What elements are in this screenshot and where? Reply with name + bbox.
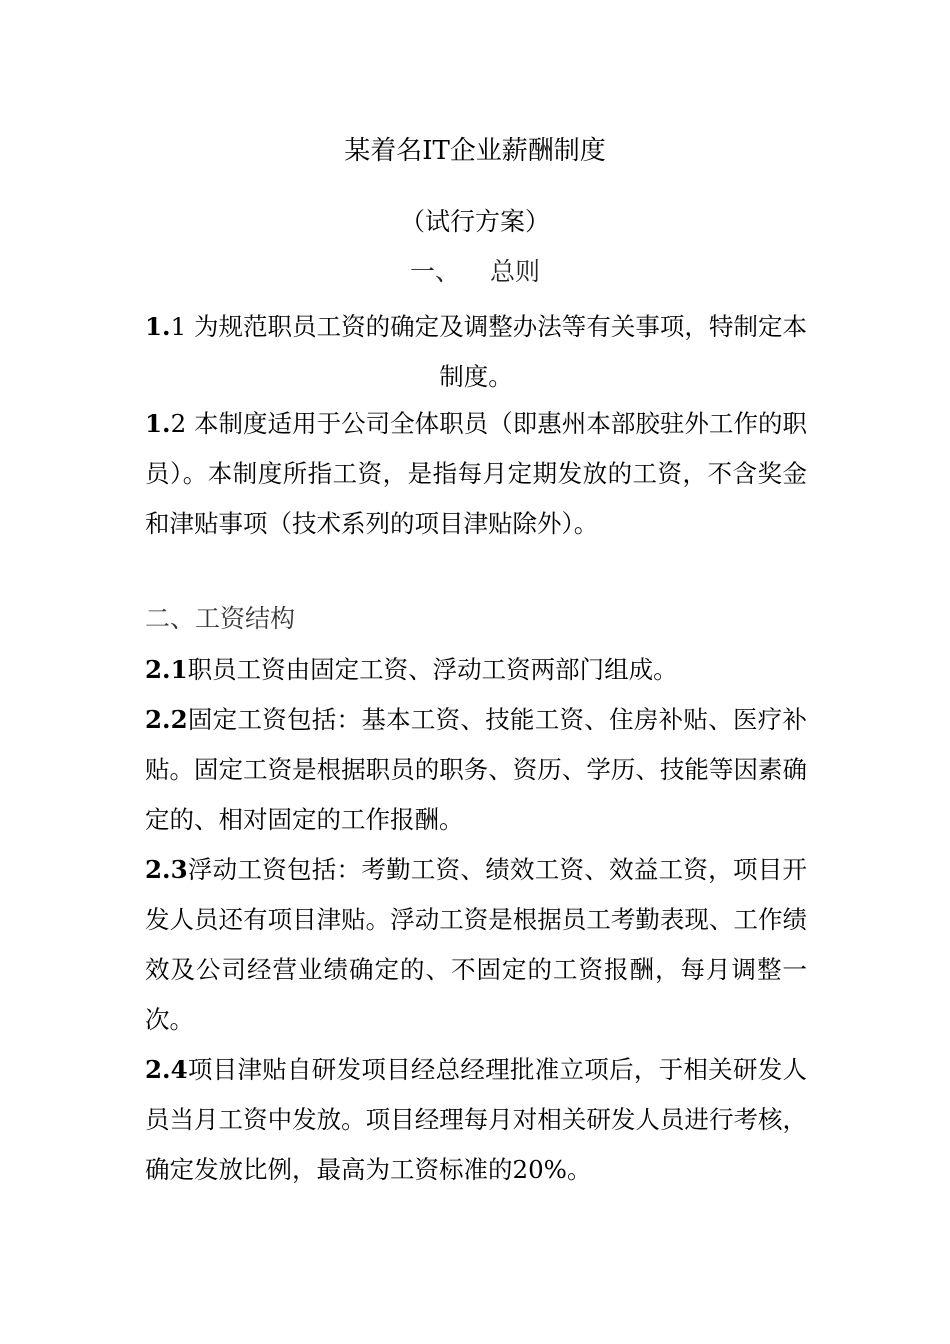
clause-2-4 xyxy=(145,1045,807,1195)
clause-2-3 xyxy=(145,845,807,1045)
document-subtitle: （试行方案） xyxy=(399,207,550,236)
clause-2-1 xyxy=(145,645,807,695)
clause-number: 1. xyxy=(145,312,171,341)
clause-text: 1 为规范职员工资的确定及调整办法等有关事项，特制定本制度。 xyxy=(170,312,807,391)
clause-text: 固定工资包括：基本工资、技能工资、住房补贴、医疗补贴。固定工资是根据职员的职务、资历、学历、技能等因素确定的、相对固定的工作报酬。 xyxy=(145,705,807,834)
clause-number: 1. xyxy=(145,409,171,438)
section-1-heading-number: 一、 xyxy=(409,257,460,286)
section-2-heading: 二、工资结构 xyxy=(145,604,296,633)
clause-text: 浮动工资包括：考勤工资、绩效工资、效益工资，项目开发人员还有项目津贴。浮动工资是根据员工考勤表现、工作绩效及公司经营业绩确定的、不固定的工资报酬，每月调整一次。 xyxy=(145,855,807,1034)
clause-1-2 xyxy=(145,399,807,549)
clause-text: 职员工资由固定工资、浮动工资两部门组成。 xyxy=(187,655,678,684)
section-1-heading xyxy=(0,255,950,289)
section-1-heading-text: 总则 xyxy=(490,257,541,286)
clause-1-1 xyxy=(145,302,807,402)
document-title: 某着名IT企业薪酬制度 xyxy=(344,136,606,166)
clause-2-2 xyxy=(145,695,807,845)
clause-number: 2.2 xyxy=(145,705,188,734)
clause-number: 2.4 xyxy=(145,1055,188,1084)
clause-text: 项目津贴自研发项目经总经理批准立项后，于相关研发人员当月工资中发放。项目经理每月对相关研发人员进行考核，确定发放比例，最高为工资标准的20%。 xyxy=(145,1055,807,1184)
clause-number: 2.1 xyxy=(145,655,188,684)
clause-number: 2.3 xyxy=(145,855,188,884)
clause-text: 2 本制度适用于公司全体职员（即惠州本部胶驻外工作的职员）。本制度所指工资，是指每月定期发放的工资，不含奖金和津贴事项（技术系列的项目津贴除外）。 xyxy=(145,409,807,538)
